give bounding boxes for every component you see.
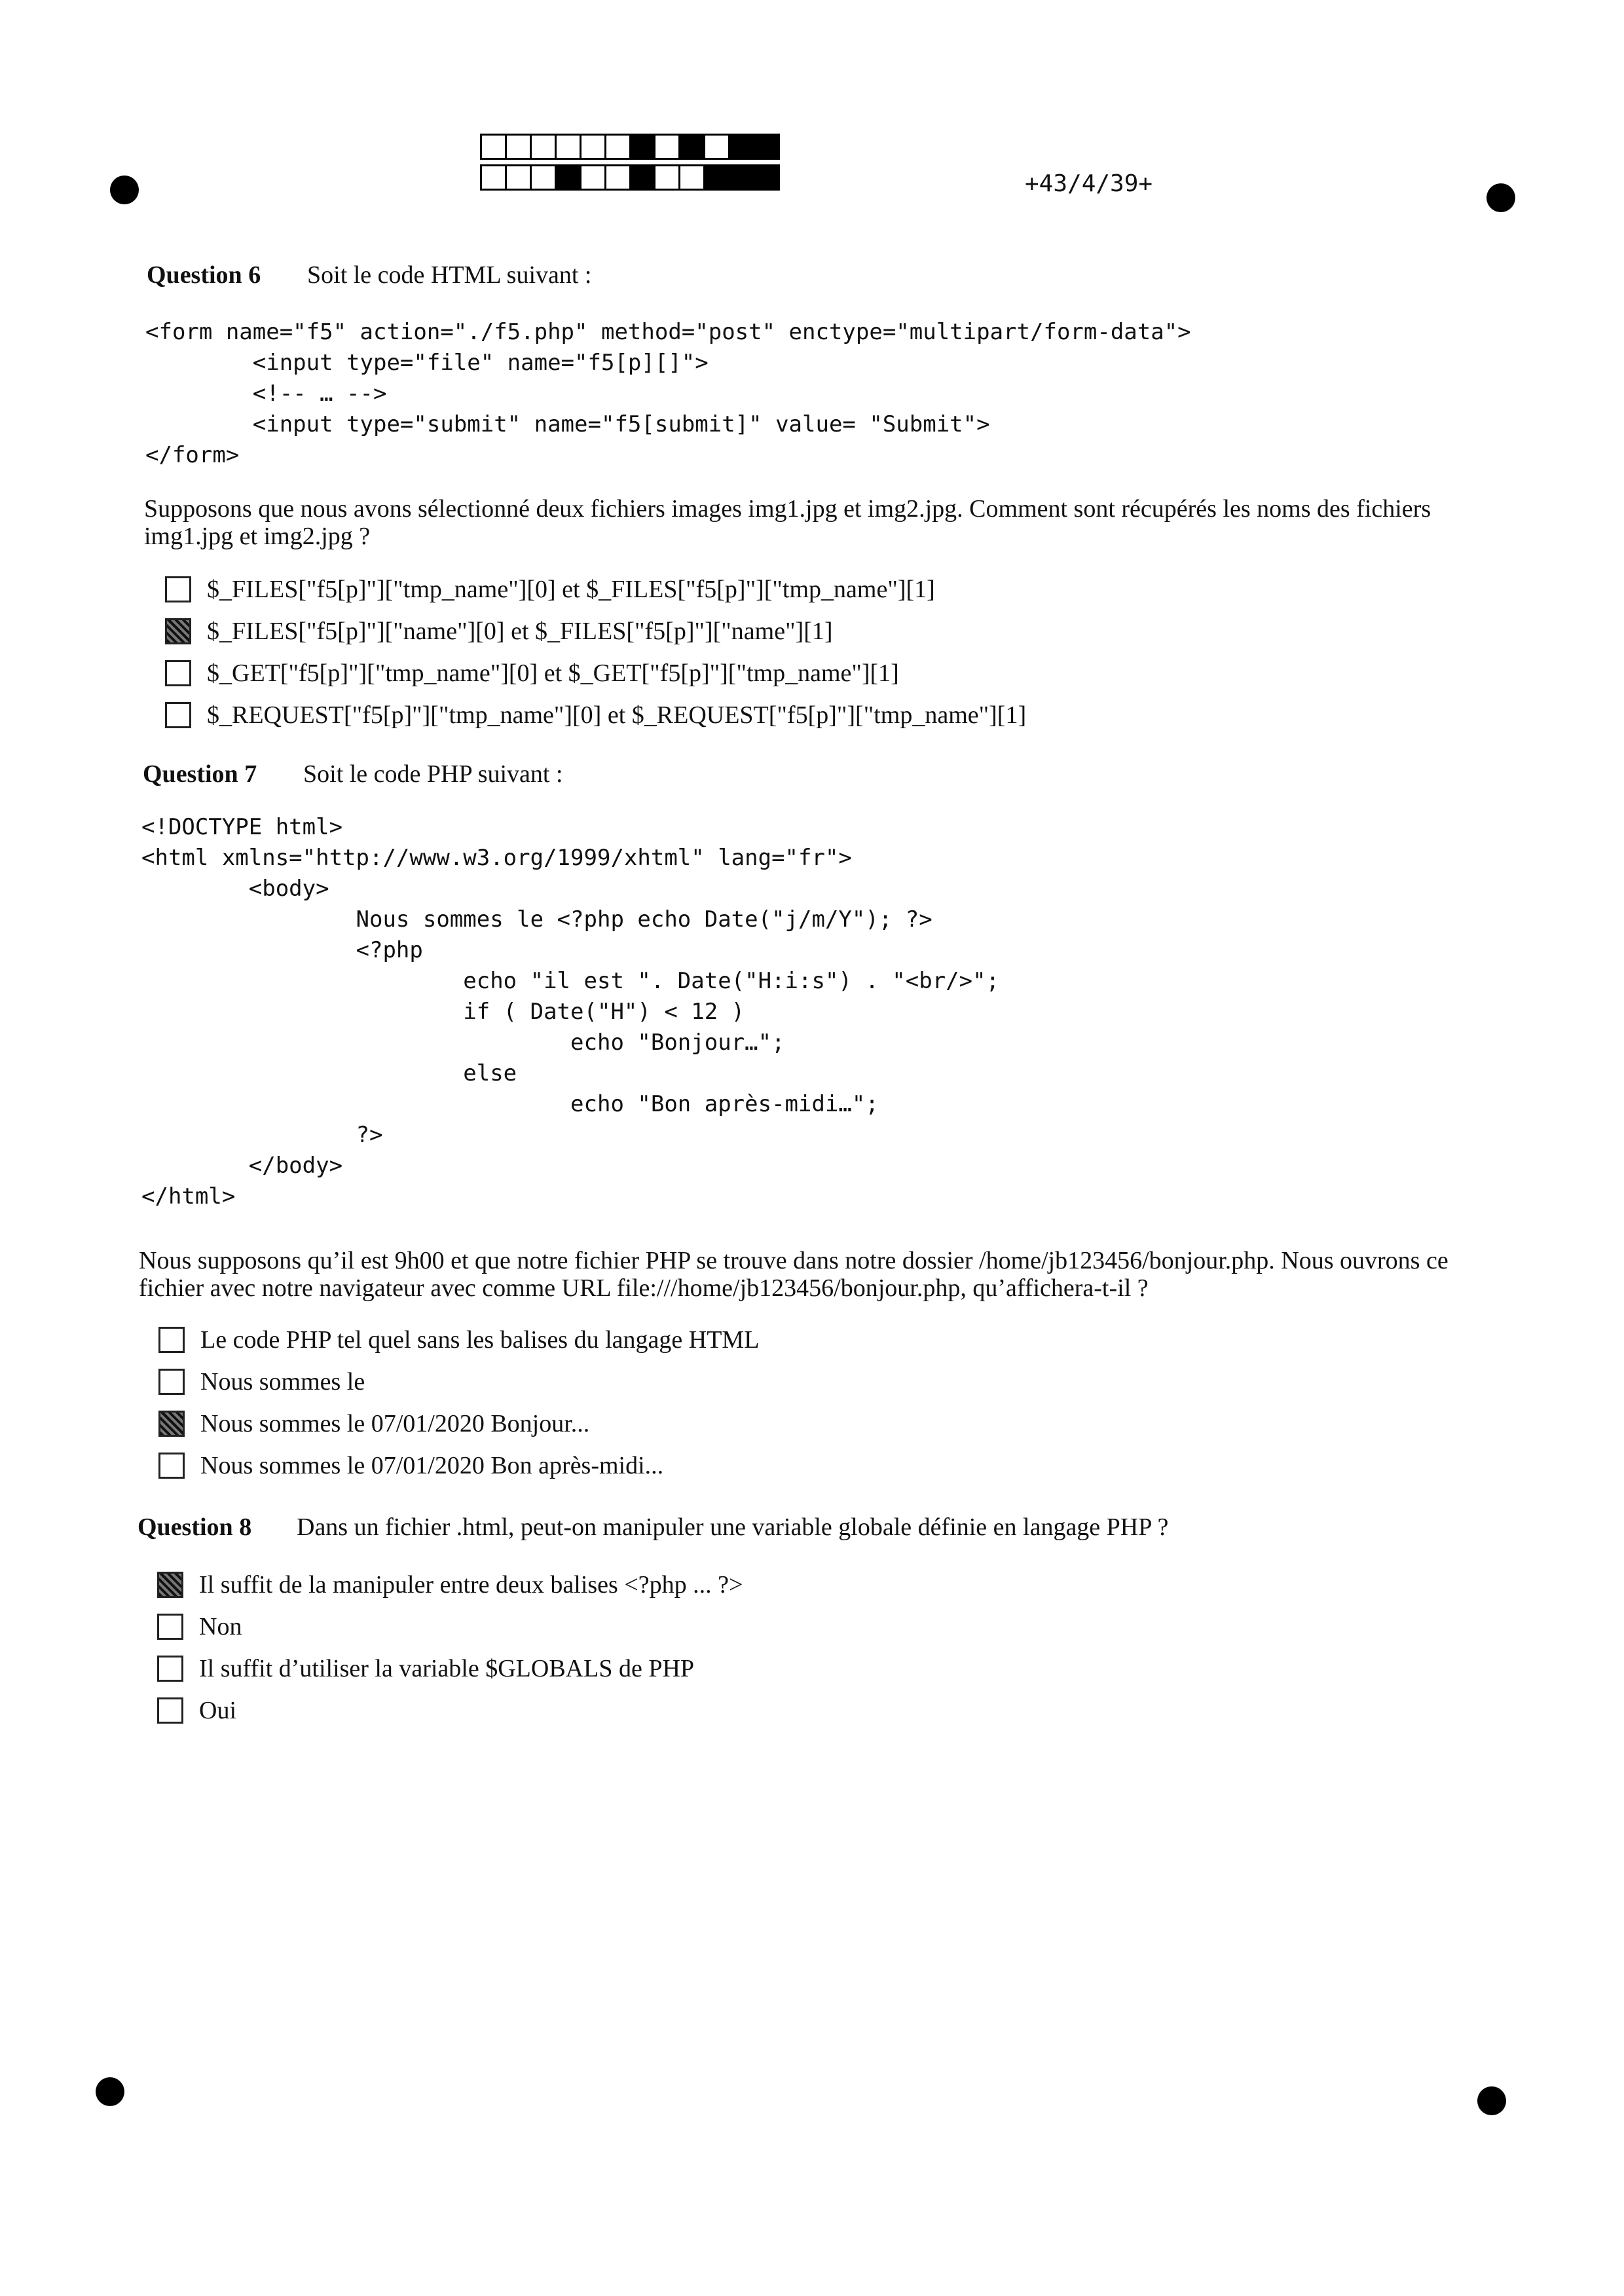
registration-mark-bottom-left (96, 2077, 124, 2106)
barcode-cell (755, 166, 778, 189)
question-8-answers (157, 1564, 743, 1731)
question-7-text: Nous supposons qu’il est 9h00 et que notre fichier PHP se trouve dans notre dossier /home/jb123456/bonjour.php. Nous ouvrons ce fichier avec notre navigateur avec comme URL file:///home/jb123456/bonjour.php, qu’affichera-t-il ? (139, 1247, 1449, 1302)
question-7-header (143, 760, 563, 788)
barcode-cell (482, 136, 507, 158)
question-8-answer-3[interactable] (157, 1648, 743, 1690)
question-6-answer-4[interactable] (165, 694, 1026, 736)
question-8-answer-1[interactable] (157, 1564, 743, 1606)
answer-checkbox[interactable] (157, 1572, 183, 1598)
barcode-cell (655, 136, 680, 158)
answer-checkbox[interactable] (165, 618, 191, 644)
registration-mark-top-left (110, 176, 139, 204)
question-6-answers (165, 568, 1026, 736)
question-8-answer-4[interactable] (157, 1690, 743, 1731)
barcode-cell (557, 136, 581, 158)
answer-label: $_FILES["f5[p]"]["name"][0] et $_FILES["f5[p]"]["name"][1] (207, 618, 833, 645)
barcode-cell (705, 166, 730, 189)
question-6-label: Question 6 (147, 261, 261, 289)
answer-label: Non (199, 1613, 242, 1640)
barcode-cell (606, 136, 631, 158)
answer-checkbox[interactable] (158, 1369, 185, 1395)
question-6-answer-2[interactable] (165, 610, 1026, 652)
answer-label: $_FILES["f5[p]"]["tmp_name"][0] et $_FILES["f5[p]"]["tmp_name"][1] (207, 576, 935, 603)
answer-checkbox[interactable] (157, 1614, 183, 1640)
question-6-answer-1[interactable] (165, 568, 1026, 610)
barcode-cell (557, 166, 581, 189)
question-7-label: Question 7 (143, 760, 257, 788)
question-7-answers (158, 1319, 759, 1487)
barcode-cell (482, 166, 507, 189)
answer-checkbox[interactable] (157, 1656, 183, 1682)
answer-checkbox[interactable] (165, 660, 191, 686)
question-8-answer-2[interactable] (157, 1606, 743, 1648)
barcode-cell (755, 136, 778, 158)
answer-checkbox[interactable] (158, 1453, 185, 1479)
barcode-bottom (480, 164, 780, 191)
barcode-cell (680, 136, 705, 158)
question-7-answer-2[interactable] (158, 1361, 759, 1403)
answer-label: Le code PHP tel quel sans les balises du langage HTML (200, 1326, 760, 1354)
question-6-answer-3[interactable] (165, 652, 1026, 694)
barcode-cell (730, 166, 755, 189)
question-6-prompt: Soit le code HTML suivant : (307, 261, 592, 289)
answer-label: Nous sommes le 07/01/2020 Bon après-midi... (200, 1452, 664, 1479)
question-6-code: <form name="f5" action="./f5.php" method="post" enctype="multipart/form-data"> <input type="file" name="f5[p][]"> <!-- … --> <input type="submit" name="f5[submit]" value= "Submit"> </form> (145, 319, 1191, 468)
answer-checkbox[interactable] (157, 1697, 183, 1724)
barcode-cell (705, 136, 730, 158)
question-6-header (147, 261, 591, 289)
exam-id: +43/4/39+ (1025, 170, 1153, 197)
answer-label: $_REQUEST["f5[p]"]["tmp_name"][0] et $_REQUEST["f5[p]"]["tmp_name"][1] (207, 701, 1027, 729)
answer-checkbox[interactable] (158, 1327, 185, 1353)
question-7-answer-3[interactable] (158, 1403, 759, 1445)
barcode-cell (606, 166, 631, 189)
answer-checkbox[interactable] (165, 702, 191, 728)
question-7-answer-4[interactable] (158, 1445, 759, 1487)
answer-checkbox[interactable] (158, 1411, 185, 1437)
barcode-cell (655, 166, 680, 189)
answer-label: Il suffit de la manipuler entre deux balises <?php ... ?> (199, 1571, 743, 1599)
question-6-text: Supposons que nous avons sélectionné deux fichiers images img1.jpg et img2.jpg. Comment sont récupérés les noms des fichiers img1.jpg et img2.jpg ? (144, 495, 1431, 550)
answer-label: $_GET["f5[p]"]["tmp_name"][0] et $_GET["f5[p]"]["tmp_name"][1] (207, 659, 899, 687)
registration-mark-bottom-right (1477, 2086, 1506, 2115)
barcode-top (480, 134, 780, 160)
barcode-cell (631, 166, 656, 189)
barcode-cell (532, 166, 557, 189)
answer-checkbox[interactable] (165, 576, 191, 602)
answer-label: Nous sommes le (200, 1368, 365, 1396)
question-7-code: <!DOCTYPE html> <html xmlns="http://www.w3.org/1999/xhtml" lang="fr"> <body> Nous sommes le <?php echo Date("j/m/Y"); ?> <?php echo "il est ". Date("H:i:s") . "<br/>"; if ( Date("H") < 12 ) echo "Bonjour…"; else echo "Bon après-midi…"; ?> </body> </html> (141, 814, 1000, 1210)
question-8-header (138, 1513, 1168, 1542)
barcode-cell (730, 136, 755, 158)
registration-mark-top-right (1486, 183, 1515, 212)
barcode-cell (507, 136, 532, 158)
question-7-answer-1[interactable] (158, 1319, 759, 1361)
question-8-prompt: Dans un fichier .html, peut-on manipuler une variable globale définie en langage PHP ? (297, 1513, 1169, 1541)
barcode-cell (581, 136, 606, 158)
barcode-cell (631, 136, 656, 158)
answer-label: Nous sommes le 07/01/2020 Bonjour... (200, 1410, 590, 1437)
barcode-cell (680, 166, 705, 189)
question-7-prompt: Soit le code PHP suivant : (303, 760, 563, 788)
answer-label: Oui (199, 1697, 236, 1724)
barcode-cell (581, 166, 606, 189)
answer-label: Il suffit d’utiliser la variable $GLOBALS de PHP (199, 1655, 695, 1682)
barcode-cell (507, 166, 532, 189)
barcode-cell (532, 136, 557, 158)
question-8-label: Question 8 (138, 1513, 252, 1541)
